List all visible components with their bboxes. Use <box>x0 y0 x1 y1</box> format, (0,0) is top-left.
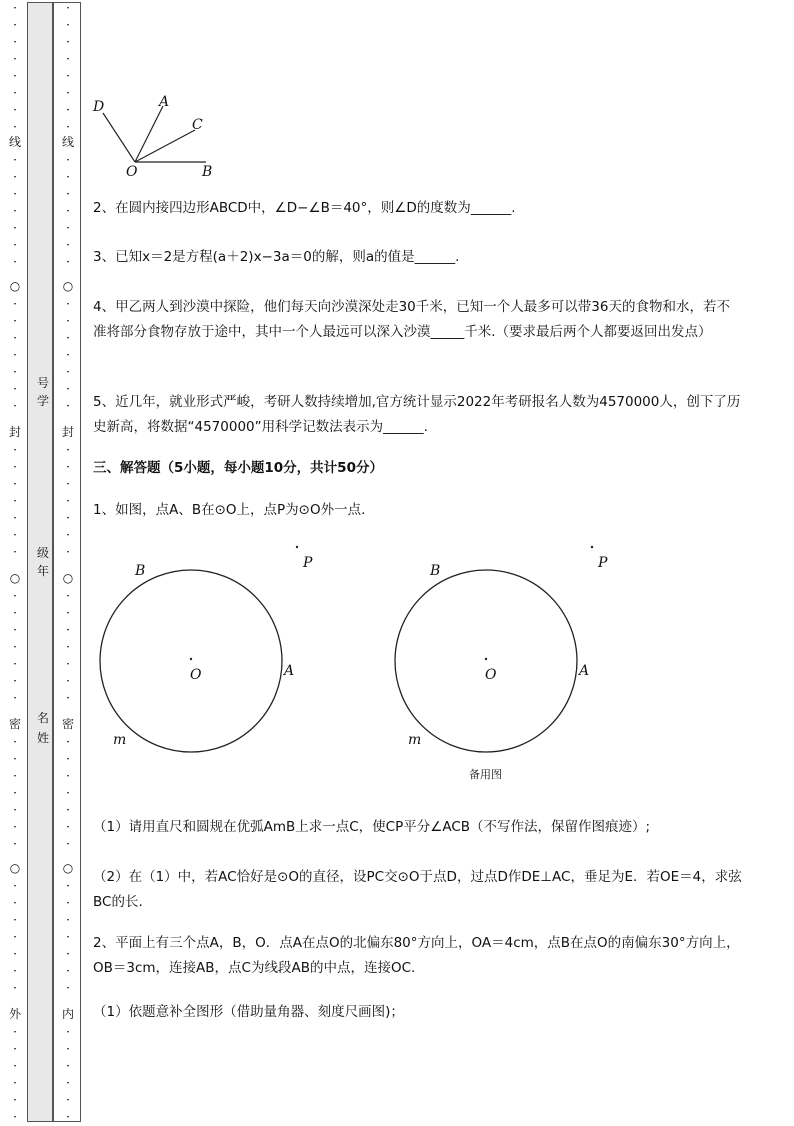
circle-o <box>395 570 577 752</box>
question-2: 2、在圆内接四边形ABCD中，∠D−∠B＝40°，则∠D的度数为______. <box>93 200 516 216</box>
circle-figure-backup <box>387 538 627 763</box>
label-c: C <box>192 117 203 133</box>
inner-dot-column: · · · · · · · <box>66 879 70 995</box>
backup-figure-caption: 备用图 <box>469 768 502 781</box>
label-d: D <box>93 99 105 115</box>
ray-od <box>103 113 135 162</box>
outer-label-feng: 封 <box>8 425 21 439</box>
angle-figure <box>88 92 228 182</box>
label-m: m <box>113 732 127 748</box>
outer-dot-column: · · · · · · · <box>13 589 17 705</box>
inner-dot-column: · · · · · · · <box>66 153 70 269</box>
label-b: B <box>202 164 213 180</box>
inner-dot-column: · · · · · · · <box>66 443 70 559</box>
inner-label-mi: 密 <box>61 717 74 731</box>
ray-oc <box>135 130 195 162</box>
solve-question-2: 2、平面上有三个点A，B，O．点A在点O的北偏东80°方向上，OA＝4cm，点B在点O的南偏东30°方向上，OB＝3cm，连接AB，点C为线段AB的中点，连接OC. <box>93 935 740 976</box>
outer-label-mi: 密 <box>8 717 21 731</box>
label-o: O <box>126 164 138 180</box>
outer-label-xian: 线 <box>8 135 21 149</box>
inner-label-circle: ○ <box>62 571 74 585</box>
label-p: P <box>303 555 313 571</box>
outer-dot-column: · · · · · · · <box>13 735 17 851</box>
outer-label-wai: 外 <box>8 1007 21 1021</box>
inner-label-circle: ○ <box>62 861 74 875</box>
inner-label-feng: 封 <box>61 425 74 439</box>
point-p <box>296 546 298 548</box>
center-point <box>485 658 487 660</box>
question-3: 3、已知x＝2是方程(a＋2)x−3a＝0的解，则a的值是______. <box>93 249 460 265</box>
label-ji: 级 <box>36 546 49 560</box>
question-5: 5、近几年，就业形式严峻，考研人数持续增加,官方统计显示2022年考研报名人数为4570000人，创下了历史新高，将数据“4570000”用科学记数法表示为______. <box>93 394 741 435</box>
label-a: A <box>159 94 170 110</box>
section-3-heading: 三、解答题（5小题，每小题10分，共计50分） <box>93 460 383 476</box>
label-hao: 号 <box>36 376 49 390</box>
outer-dot-column: · · · · · · · <box>13 297 17 413</box>
label-xing: 姓 <box>36 731 49 745</box>
info-field-column <box>27 2 53 1122</box>
outer-dot-column: · · · · · · · <box>13 443 17 559</box>
outer-dot-column: · · · · · · · · <box>13 1 17 134</box>
inner-dot-column: · · · · · · · <box>66 589 70 705</box>
center-point <box>190 658 192 660</box>
inner-dot-column: · · · · · · <box>66 1025 70 1124</box>
label-xue: 学 <box>36 394 49 408</box>
question-4: 4、甲乙两人到沙漠中探险，他们每天向沙漠深处走30千米，已知一个人最多可以带36天的食物和水，若不准将部分食物存放于途中，其中一个人最远可以深入沙漠_____千米.（要求最后两个人都要返回出发点） <box>93 299 730 340</box>
solve-question-2-part-1: （1）依题意补全图形（借助量角器、刻度尺画图)； <box>93 1004 404 1020</box>
circle-figure-main <box>92 538 332 763</box>
label-nian: 年 <box>36 564 49 578</box>
inner-label-nei: 内 <box>61 1007 74 1021</box>
solve-question-1-part-2: （2）在（1）中，若AC恰好是⊙O的直径，设PC交⊙O于点D，过点D作DE⊥AC，垂足为E．若OE＝4，求弦BC的长. <box>93 869 742 910</box>
circle-o <box>100 570 282 752</box>
outer-dot-column: · · · · · · · <box>13 879 17 995</box>
inner-dot-column: · · · · · · · · <box>66 1 70 134</box>
outer-label-circle: ○ <box>9 571 21 585</box>
binding-margin <box>0 0 90 1123</box>
label-m: m <box>408 732 422 748</box>
label-a: A <box>579 663 590 679</box>
inner-dot-column: · · · · · · · <box>66 297 70 413</box>
label-b: B <box>430 563 441 579</box>
point-p <box>591 546 593 548</box>
inner-dot-column: · · · · · · · <box>66 735 70 851</box>
inner-label-circle: ○ <box>62 279 74 293</box>
label-b: B <box>135 563 146 579</box>
outer-label-circle: ○ <box>9 279 21 293</box>
solve-question-1: 1、如图，点A、B在⊙O上，点P为⊙O外一点. <box>93 502 366 518</box>
inner-label-xian: 线 <box>61 135 74 149</box>
label-p: P <box>598 555 608 571</box>
outer-dot-column: · · · · · · <box>13 1025 17 1124</box>
label-o: O <box>485 667 497 683</box>
outer-dot-column: · · · · · · · <box>13 153 17 269</box>
label-o: O <box>190 667 202 683</box>
outer-label-circle: ○ <box>9 861 21 875</box>
ray-oa <box>135 106 163 162</box>
label-a: A <box>284 663 295 679</box>
label-ming: 名 <box>36 711 49 725</box>
solve-question-1-part-1: （1）请用直尺和圆规在优弧AmB上求一点C，使CP平分∠ACB（不写作法，保留作图痕迹）; <box>93 819 651 835</box>
